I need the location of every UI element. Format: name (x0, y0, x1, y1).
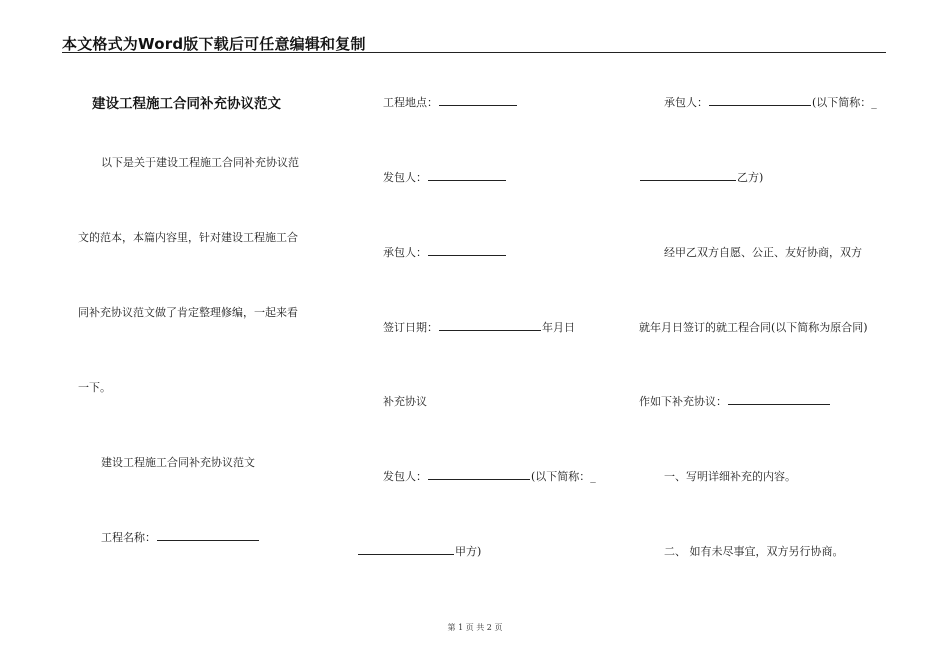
party-b-blank[interactable] (640, 169, 736, 181)
contractor-row (383, 244, 507, 260)
project-location-blank[interactable] (439, 94, 517, 106)
agreement-blank[interactable] (728, 393, 830, 405)
agreement-line-2: 就年月日签订的就工程合同(以下简称为原合同) (639, 321, 868, 334)
clause-1: 一、写明详细补充的内容。 (664, 470, 796, 483)
employer-abbrev-row (383, 468, 596, 484)
employer-abbrev-blank[interactable] (428, 468, 530, 480)
project-location-row (383, 94, 518, 110)
subtitle: 建设工程施工合同补充协议范文 (101, 456, 255, 469)
party-a-blank[interactable] (358, 543, 454, 555)
contractor-label: 承包人： (383, 246, 427, 259)
party-b-row (639, 169, 763, 185)
employer-abbrev-suffix: (以下简称：_ (531, 470, 596, 483)
agreement-line-3: 作如下补充协议： (639, 395, 727, 408)
intro-line-2: 文的范本，本篇内容里，针对建设工程施工合 (78, 231, 298, 244)
project-name-row (101, 529, 260, 545)
agreement-line-1: 经甲乙双方自愿、公正、友好协商，双方 (664, 246, 862, 259)
intro-line-1: 以下是关于建设工程施工合同补充协议范 (101, 156, 299, 169)
employer-blank[interactable] (428, 169, 506, 181)
contractor-blank[interactable] (428, 244, 506, 256)
intro-line-3: 同补充协议范文做了肯定整理修编，一起来看 (78, 306, 298, 319)
document-header: 本文格式为Word版下载后可任意编辑和复制 (62, 35, 366, 53)
intro-line-4: 一下。 (78, 381, 111, 394)
contractor-abbrev-suffix: (以下简称：_ (812, 96, 877, 109)
project-name-label: 工程名称： (101, 531, 156, 544)
clause-2: 二、 如有未尽事宜，双方另行协商。 (664, 545, 844, 558)
party-b-suffix: 乙方) (737, 171, 764, 184)
project-location-label: 工程地点： (383, 96, 438, 109)
sign-date-row (383, 319, 575, 335)
supplement-heading: 补充协议 (383, 395, 427, 408)
agreement-line-3-row (639, 393, 831, 409)
contractor-abbrev-label: 承包人： (664, 96, 708, 109)
employer-row (383, 169, 507, 185)
document-title: 建设工程施工合同补充协议范文 (92, 96, 281, 112)
sign-date-label: 签订日期： (383, 321, 438, 334)
sign-date-blank[interactable] (439, 319, 541, 331)
project-name-blank[interactable] (157, 529, 259, 541)
party-a-suffix: 甲方) (455, 545, 482, 558)
contractor-abbrev-blank[interactable] (709, 94, 811, 106)
header-divider (62, 52, 886, 53)
party-a-row (357, 543, 481, 559)
sign-date-suffix: 年月日 (542, 321, 575, 334)
page-number: 第 1 页 共 2 页 (447, 623, 503, 632)
contractor-abbrev-row (664, 94, 877, 110)
employer-label: 发包人： (383, 171, 427, 184)
employer-abbrev-label: 发包人： (383, 470, 427, 483)
